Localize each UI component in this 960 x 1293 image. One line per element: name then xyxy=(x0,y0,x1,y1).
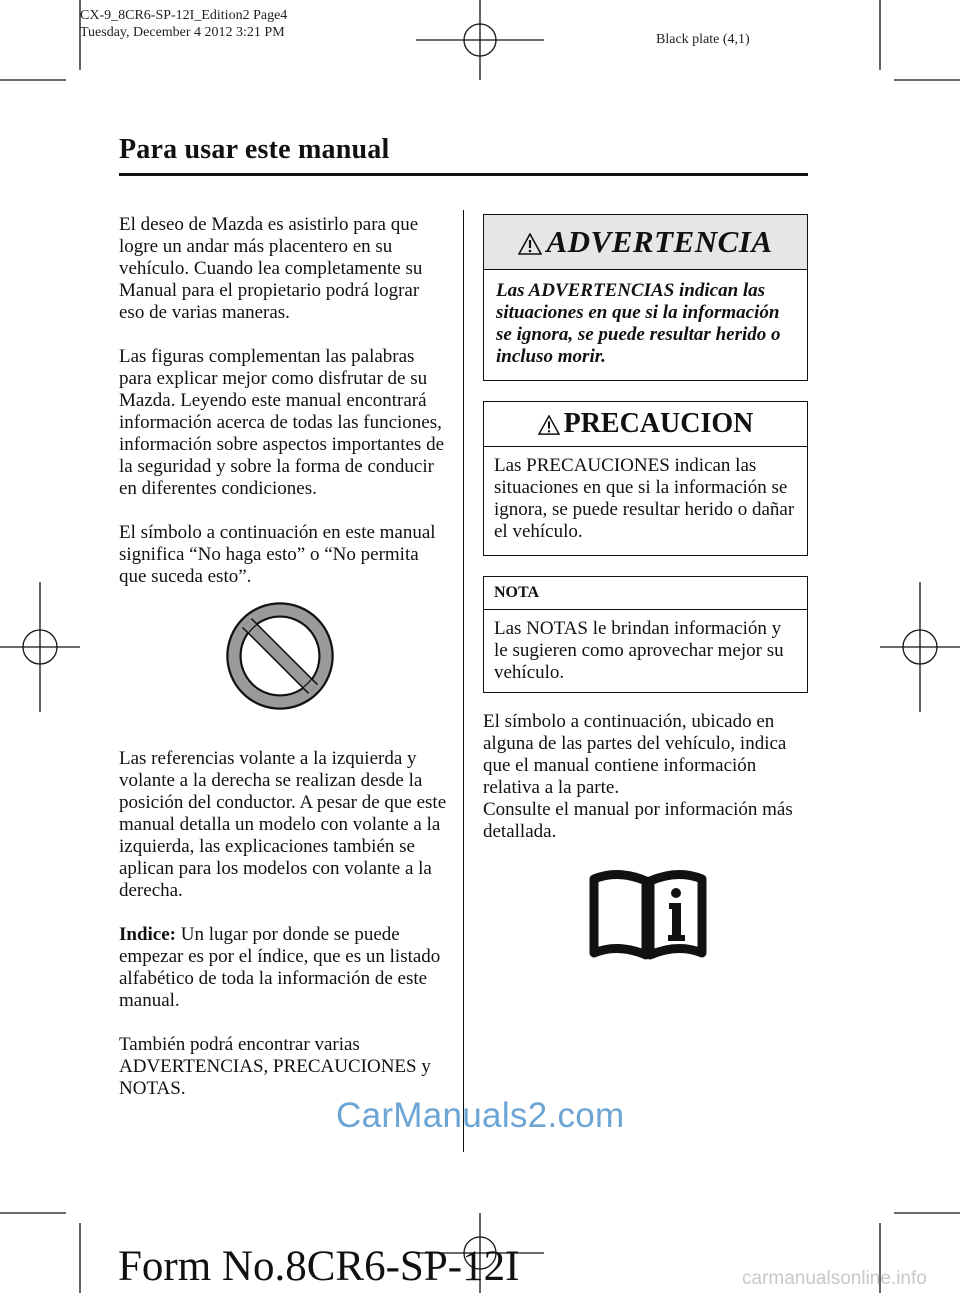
manual-symbol-paragraph: El símbolo a continuación, ubicado en alguna de las partes del vehículo, indica que el manual contiene información relativa a la parte. Consulte el manual por información más detallada. xyxy=(483,711,793,842)
advertencia-header xyxy=(484,215,807,270)
watermark-logo: CarManuals2.com xyxy=(336,1096,625,1135)
advertencia-text: Las ADVERTENCIAS indican las situaciones en que si la información se ignora, se puede resultar herido o incluso morir. xyxy=(496,280,781,367)
warning-triangle-icon xyxy=(518,218,542,272)
prohibition-icon xyxy=(220,596,449,722)
symbol-paragraph: El símbolo a continuación en este manual significa “No haga esto” o “No permita que suceda esto”. xyxy=(119,522,436,587)
form-number: Form No.8CR6-SP-12I xyxy=(118,1243,520,1290)
warnings-paragraph: También podrá encontrar varias ADVERTENCIAS, PRECAUCIONES y NOTAS. xyxy=(119,1034,431,1099)
nota-box xyxy=(483,576,808,693)
figures-paragraph: Las figuras complementan las palabras para explicar mejor como disfrutar de su Mazda. Leyendo este manual encontrará información acerca de todas las funciones, información sobre aspectos importantes de la seguridad y sobre la forma de conducir en diferentes condiciones. xyxy=(119,346,445,499)
precaucion-box xyxy=(483,401,808,556)
print-job-info xyxy=(80,7,287,41)
precaucion-text: Las PRECAUCIONES indican las situaciones en que si la información se ignora, se puede resultar herido o dañar el vehículo. xyxy=(494,455,795,542)
index-text: Un lugar por donde se puede empezar es por el índice, que es un listado alfabético de toda la información de este manual. xyxy=(119,924,441,1011)
column-divider xyxy=(463,210,464,1152)
print-job-timestamp: Tuesday, December 4 2012 3:21 PM xyxy=(80,25,285,40)
index-paragraph xyxy=(119,924,449,1012)
right-column xyxy=(483,214,808,967)
warning-triangle-icon xyxy=(538,405,560,449)
precaucion-header xyxy=(484,402,807,447)
index-label: Indice: xyxy=(119,924,176,945)
title-rule xyxy=(119,173,808,176)
section-title: Para usar este manual xyxy=(119,134,390,165)
print-job-filename: CX-9_8CR6-SP-12I_Edition2 Page4 xyxy=(80,8,288,23)
nota-header: NOTA xyxy=(484,577,807,610)
intro-paragraph: El deseo de Mazda es asistirlo para que logre un andar más placentero en su vehículo. Cuando lea completamente su Manual para el propietario podrá lograr eso de varias maneras. xyxy=(119,214,423,323)
steering-paragraph: Las referencias volante a la izquierda y volante a la derecha se realizan desde la posición del conductor. A pesar de que este manual detalla un modelo con volante a la izquierda, las explicaciones también se aplican para los modelos con volante a la derecha. xyxy=(119,748,447,901)
precaucion-title: PRECAUCION xyxy=(563,408,754,439)
left-column xyxy=(119,214,449,1122)
advertencia-title: ADVERTENCIA xyxy=(546,224,773,259)
nota-text: Las NOTAS le brindan información y le sugieren como aprovechar mejor su vehículo. xyxy=(494,618,784,683)
plate-label: Black plate (4,1) xyxy=(656,32,750,47)
site-watermark: carmanualsonline.info xyxy=(742,1268,927,1289)
advertencia-box xyxy=(483,214,808,381)
manual-book-icon xyxy=(588,865,808,967)
